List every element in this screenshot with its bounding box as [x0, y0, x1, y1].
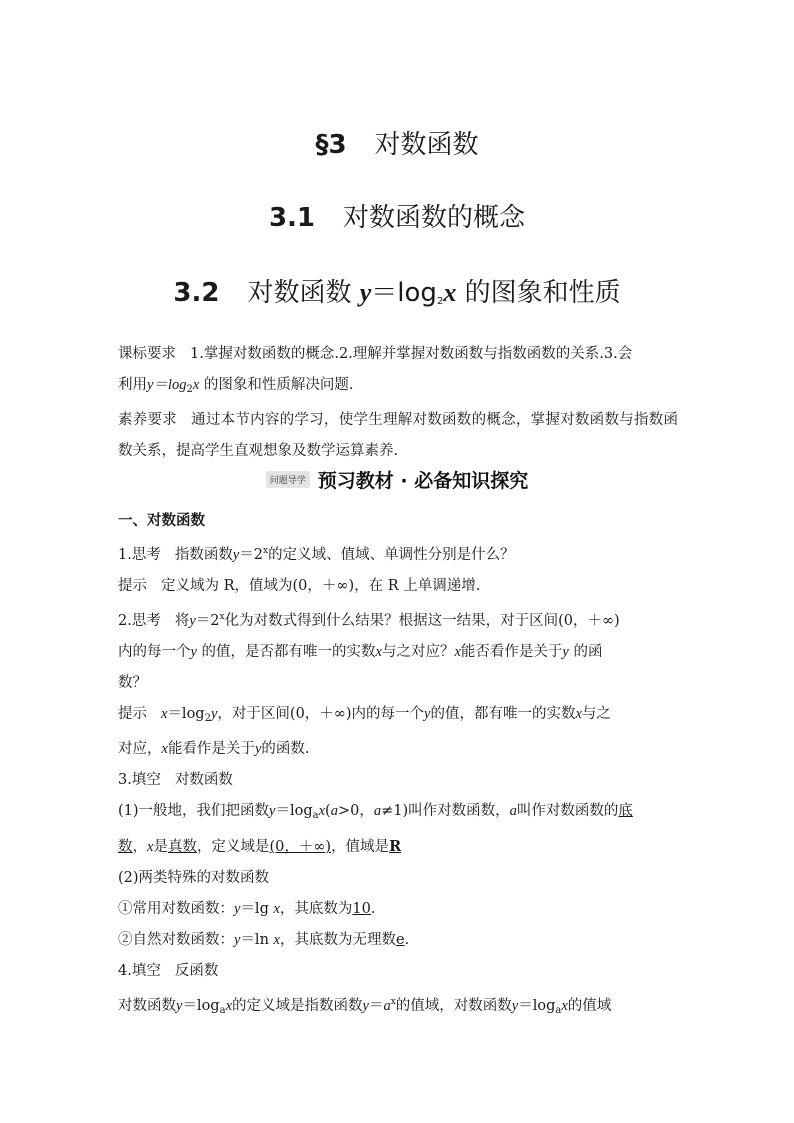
question-2-line-2 — [118, 637, 678, 668]
subsection-title: 对数函数的概念 — [343, 203, 526, 233]
math-var: y — [254, 741, 262, 757]
fill-4-title — [118, 956, 678, 987]
answer-underlined: 真数 — [167, 839, 197, 855]
item-text: ，其底数为无理数 — [279, 932, 396, 948]
math-var: x — [561, 998, 568, 1014]
requirements-text: 的图象和性质解决问题. — [199, 377, 354, 393]
heading-text: 的图象和性质 — [456, 278, 621, 308]
q-text: 化为对数式得到什么结果？根据这一结果，对于区间(0，＋∞) — [224, 613, 620, 629]
q-text: 内的每一个 — [118, 644, 191, 660]
subsection-number: 3.2 — [173, 278, 220, 308]
hint-2-line-1 — [118, 699, 678, 734]
math-op: ＝2 — [195, 613, 220, 629]
fill-label: 3.填空 — [118, 772, 161, 788]
literacy-text: 通过本节内容的学习，使学生理解对数函数的概念，掌握对数函数与指数函数关系，提高学生直观想象及数学运算素养. — [118, 412, 679, 459]
subsection-number: 3.1 — [268, 203, 316, 233]
requirements-block — [118, 339, 678, 467]
item-text: 的值域，对数函数 — [395, 998, 512, 1014]
item-text: ①常用对数函数： — [118, 901, 234, 917]
heading-text: 对数函数 — [247, 278, 360, 308]
math-op: ＝log — [275, 803, 313, 819]
question-1 — [118, 536, 678, 571]
item-text: ，定义域是 — [196, 839, 270, 855]
math-var: y — [359, 278, 372, 307]
item-text: 是 — [153, 839, 168, 855]
math-sub: a — [219, 1005, 226, 1016]
banner-badge: 问题导学 — [266, 471, 310, 488]
math-var: y — [176, 998, 183, 1014]
math-op: ＝log — [371, 278, 437, 308]
item-text: . — [370, 901, 376, 917]
fill-3-title — [118, 765, 678, 796]
fill-topic: 对数函数 — [174, 772, 233, 788]
answer-underlined: R — [389, 838, 402, 855]
math-var: x — [454, 644, 461, 660]
math-var: y — [424, 706, 431, 722]
banner-title: 预习教材 · 必备知识探究 — [317, 470, 529, 492]
question-2-line-1 — [118, 602, 678, 637]
item-text: 叫作对数函数的 — [516, 803, 619, 819]
item-text: . — [404, 932, 410, 948]
math-var: x — [273, 932, 280, 948]
item-text: ，值域是 — [331, 839, 390, 855]
math-var: x — [192, 377, 200, 393]
section-banner — [0, 466, 794, 493]
section-1-title: 一、对数函数 — [118, 512, 205, 529]
math-sub: 2 — [186, 384, 193, 395]
answer-underlined: 底 — [618, 803, 633, 819]
math-var: x — [161, 706, 168, 722]
q-text: 将 — [174, 613, 190, 629]
q-text: 的值，是否都有唯一的实数 — [196, 644, 376, 660]
math-var: x — [375, 644, 382, 660]
math-op: ＝log — [518, 998, 556, 1014]
math-expr: y＝log — [147, 377, 187, 393]
math-sup: x — [390, 997, 396, 1007]
item-2: (2)两类特殊的对数函数 — [118, 870, 270, 886]
item-text: (1)一般地，我们把函数 — [118, 803, 270, 819]
math-var: y — [562, 644, 569, 660]
hint-label: 提示 — [118, 578, 147, 594]
math-var: y — [190, 644, 197, 660]
fill-label: 4.填空 — [118, 963, 161, 979]
math-op: ＝log — [167, 706, 205, 722]
q-text: 的定义域、值域、单调性分别是什么？ — [268, 547, 515, 563]
answer-underlined: e — [395, 932, 405, 948]
math-var: y — [269, 803, 276, 819]
math-var: a — [383, 998, 391, 1014]
math-var: x — [318, 803, 326, 819]
q-text: 能否看作是关于 — [460, 644, 563, 660]
hint-text: ，对于区间(0，＋∞)内的每一个 — [217, 706, 425, 722]
math-var: x — [225, 998, 232, 1014]
q-label: 2.思考 — [118, 613, 161, 629]
hint-text: 能看作是关于 — [167, 741, 255, 757]
math-var: y — [232, 547, 240, 563]
item-text: >0， — [337, 803, 374, 819]
question-2-line-3: 数？ — [118, 675, 147, 691]
subsection-heading-1 — [0, 197, 794, 234]
item-text: ，其底数为 — [279, 901, 353, 917]
math-sub: a — [555, 1005, 562, 1016]
q-label: 1.思考 — [118, 547, 161, 563]
math-sub: a — [312, 810, 319, 821]
hint-text: 的函数. — [261, 741, 310, 757]
item-4 — [118, 925, 678, 956]
section-heading — [0, 124, 794, 161]
math-var: y — [511, 998, 519, 1014]
item-text: ， — [132, 839, 147, 855]
fill-topic: 反函数 — [174, 963, 219, 979]
math-var: x — [161, 741, 168, 757]
answer-underlined: (0，＋∞) — [269, 839, 332, 855]
hint-label: 提示 — [118, 706, 147, 722]
hint-text: 的值，都有唯一的实数 — [430, 706, 576, 722]
section-title: 对数函数 — [374, 130, 479, 160]
q-text: 与之对应？ — [381, 644, 455, 660]
item-text: 的定义域是指数函数 — [232, 998, 363, 1014]
math-var: y — [234, 901, 241, 917]
requirements-text: 1.掌握对数函数的概念.2.理解并掌握对数函数与指数函数的关系.3.会 — [190, 346, 633, 362]
math-var: x — [147, 839, 154, 855]
math-sub: 2 — [204, 713, 211, 724]
math-var: x — [575, 706, 582, 722]
answer-underlined: 数 — [118, 839, 133, 855]
q-text: 指数函数 — [174, 547, 233, 563]
math-var: a — [373, 803, 382, 819]
math-var: y — [210, 706, 218, 722]
math-sub: 2 — [436, 296, 444, 307]
literacy-label: 素养要求 — [118, 412, 178, 428]
hint-text: 对应， — [118, 741, 162, 757]
requirements-text: 利用 — [118, 377, 147, 393]
section-number: §3 — [315, 130, 347, 160]
math-sup: x — [263, 546, 269, 556]
item-1-line-1 — [118, 796, 678, 831]
item-text: ≠1)叫作对数函数， — [381, 803, 510, 819]
content-block — [118, 505, 678, 1026]
math-var: x — [443, 278, 457, 307]
math-op: ＝ln — [240, 932, 274, 948]
last-line — [118, 987, 678, 1026]
math-var: a — [509, 803, 517, 819]
item-1-line-2 — [118, 831, 678, 863]
item-text: 对数函数 — [118, 998, 176, 1014]
hint-2-line-2 — [118, 734, 678, 765]
math-op: ＝lg — [240, 901, 274, 917]
math-var: y — [362, 998, 369, 1014]
math-var: a — [330, 803, 338, 819]
item-text: ②自然对数函数： — [118, 932, 234, 948]
hint-1 — [118, 571, 678, 602]
item-text: 的值域 — [567, 998, 612, 1014]
q-text: 的函 — [568, 644, 603, 660]
math-var: y — [234, 932, 241, 948]
hint-text: 定义域为 R，值域为(0，＋∞)，在 R 上单调递增. — [161, 578, 481, 594]
math-op: ＝ — [368, 998, 384, 1014]
subsection-heading-2 — [0, 272, 794, 309]
math-sup: x — [219, 612, 225, 622]
requirements-label: 课标要求 — [118, 346, 176, 362]
math-op: ＝log — [182, 998, 220, 1014]
math-var: y — [189, 613, 196, 629]
item-text: ( — [325, 803, 331, 819]
hint-text: 与之 — [581, 706, 611, 722]
math-var: x — [273, 901, 280, 917]
item-3 — [118, 894, 678, 925]
math-op: ＝2 — [239, 547, 264, 563]
answer-underlined: 10 — [352, 901, 371, 917]
